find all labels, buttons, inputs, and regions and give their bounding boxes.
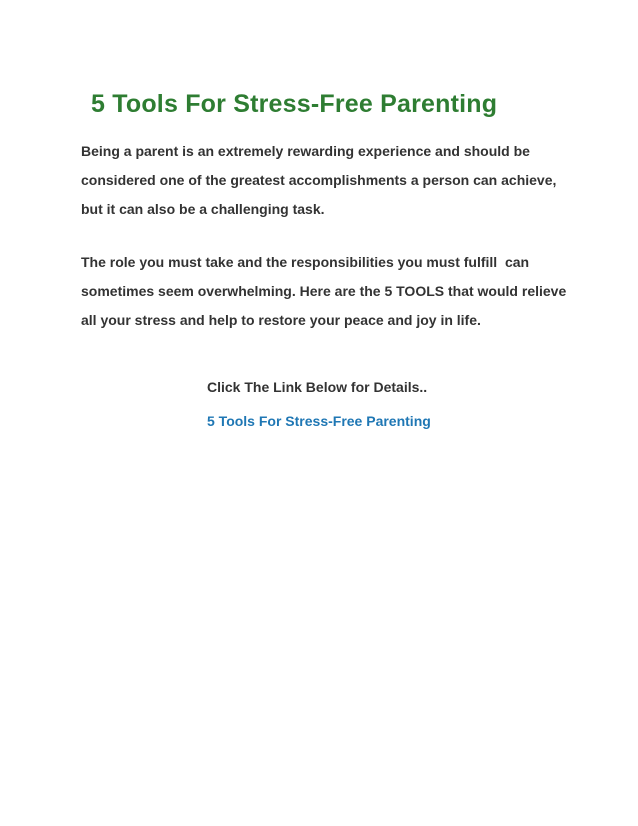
details-link[interactable]: 5 Tools For Stress-Free Parenting (207, 413, 431, 429)
paragraph-line: considered one of the greatest accomplishments a person can achieve, (81, 172, 557, 188)
paragraph-line: The role you must take and the responsibilities you must fulfill can (81, 254, 530, 270)
page-title: 5 Tools For Stress-Free Parenting (91, 90, 498, 118)
paragraph-line: Being a parent is an extremely rewarding experience and should be (81, 143, 530, 159)
cta-text: Click The Link Below for Details.. (207, 379, 428, 395)
paragraph-line: but it can also be a challenging task. (81, 201, 325, 217)
intro-paragraph (81, 142, 601, 229)
tools-paragraph (81, 253, 601, 340)
paragraph-line: all your stress and help to restore your peace and joy in life. (81, 312, 481, 328)
paragraph-line: sometimes seem overwhelming. Here are the 5 TOOLS that would relieve (81, 283, 567, 299)
